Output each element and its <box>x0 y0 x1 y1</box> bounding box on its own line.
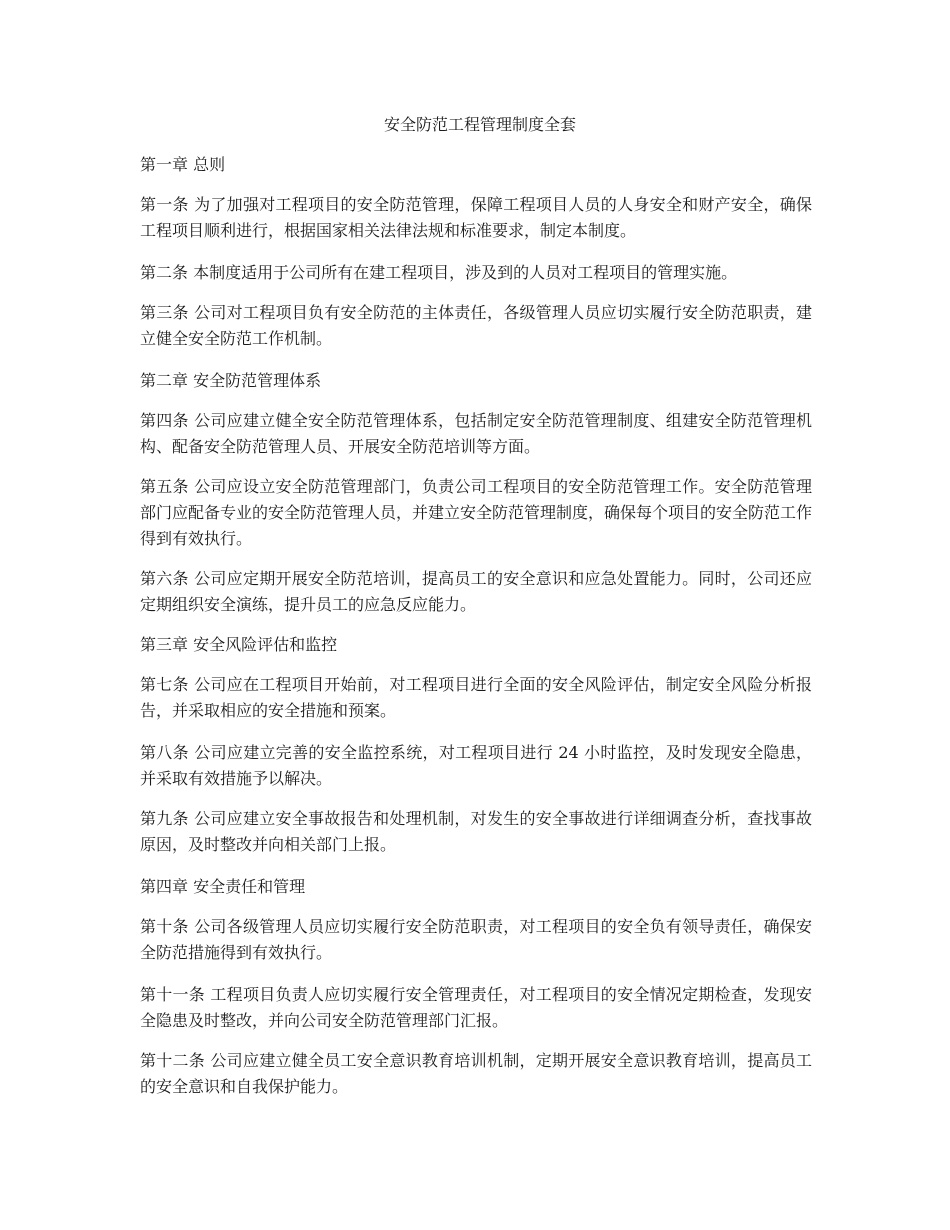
article-8: 第八条 公司应建立完善的安全监控系统，对工程项目进行 24 小时监控，及时发现安全隐患，并采取有效措施予以解决。 <box>140 743 812 788</box>
chapter-4-heading: 第四章 安全责任和管理 <box>140 877 306 896</box>
article-4: 第四条 公司应建立健全安全防范管理体系，包括制定安全防范管理制度、组建安全防范管理机构、配备安全防范管理人员、开展安全防范培训等方面。 <box>140 411 812 456</box>
chapter-1-heading: 第一章 总则 <box>140 155 226 174</box>
article-12: 第十二条 公司应建立健全员工安全意识教育培训机制，定期开展安全意识教育培训，提高员工的安全意识和自我保护能力。 <box>140 1051 812 1096</box>
document-title: 安全防范工程管理制度全套 <box>383 115 576 134</box>
article-3: 第三条 公司对工程项目负有安全防范的主体责任，各级管理人员应切实履行安全防范职责，建立健全安全防范工作机制。 <box>140 303 812 348</box>
chapter-2-heading: 第二章 安全防范管理体系 <box>140 371 322 390</box>
article-2: 第二条 本制度适用于公司所有在建工程项目，涉及到的人员对工程项目的管理实施。 <box>140 263 738 282</box>
article-7: 第七条 公司应在工程项目开始前，对工程项目进行全面的安全风险评估，制定安全风险分析报告，并采取相应的安全措施和预案。 <box>140 675 812 720</box>
article-1: 第一条 为了加强对工程项目的安全防范管理，保障工程项目人员的人身安全和财产安全，确保工程项目顺利进行，根据国家相关法律法规和标准要求，制定本制度。 <box>140 195 812 240</box>
article-11: 第十一条 工程项目负责人应切实履行安全管理责任，对工程项目的安全情况定期检查，发现安全隐患及时整改，并向公司安全防范管理部门汇报。 <box>140 985 812 1030</box>
chapter-3-heading: 第三章 安全风险评估和监控 <box>140 635 338 654</box>
article-6: 第六条 公司应定期开展安全防范培训，提高员工的安全意识和应急处置能力。同时，公司还应定期组织安全演练，提升员工的应急反应能力。 <box>140 569 812 614</box>
article-9: 第九条 公司应建立安全事故报告和处理机制，对发生的安全事故进行详细调查分析，查找事故原因，及时整改并向相关部门上报。 <box>140 809 812 854</box>
article-5: 第五条 公司应设立安全防范管理部门，负责公司工程项目的安全防范管理工作。安全防范管理部门应配备专业的安全防范管理人员，并建立安全防范管理制度，确保每个项目的安全防范工作得到有效执行。 <box>140 477 813 548</box>
article-10: 第十条 公司各级管理人员应切实履行安全防范职责，对工程项目的安全负有领导责任，确保安全防范措施得到有效执行。 <box>140 917 812 962</box>
